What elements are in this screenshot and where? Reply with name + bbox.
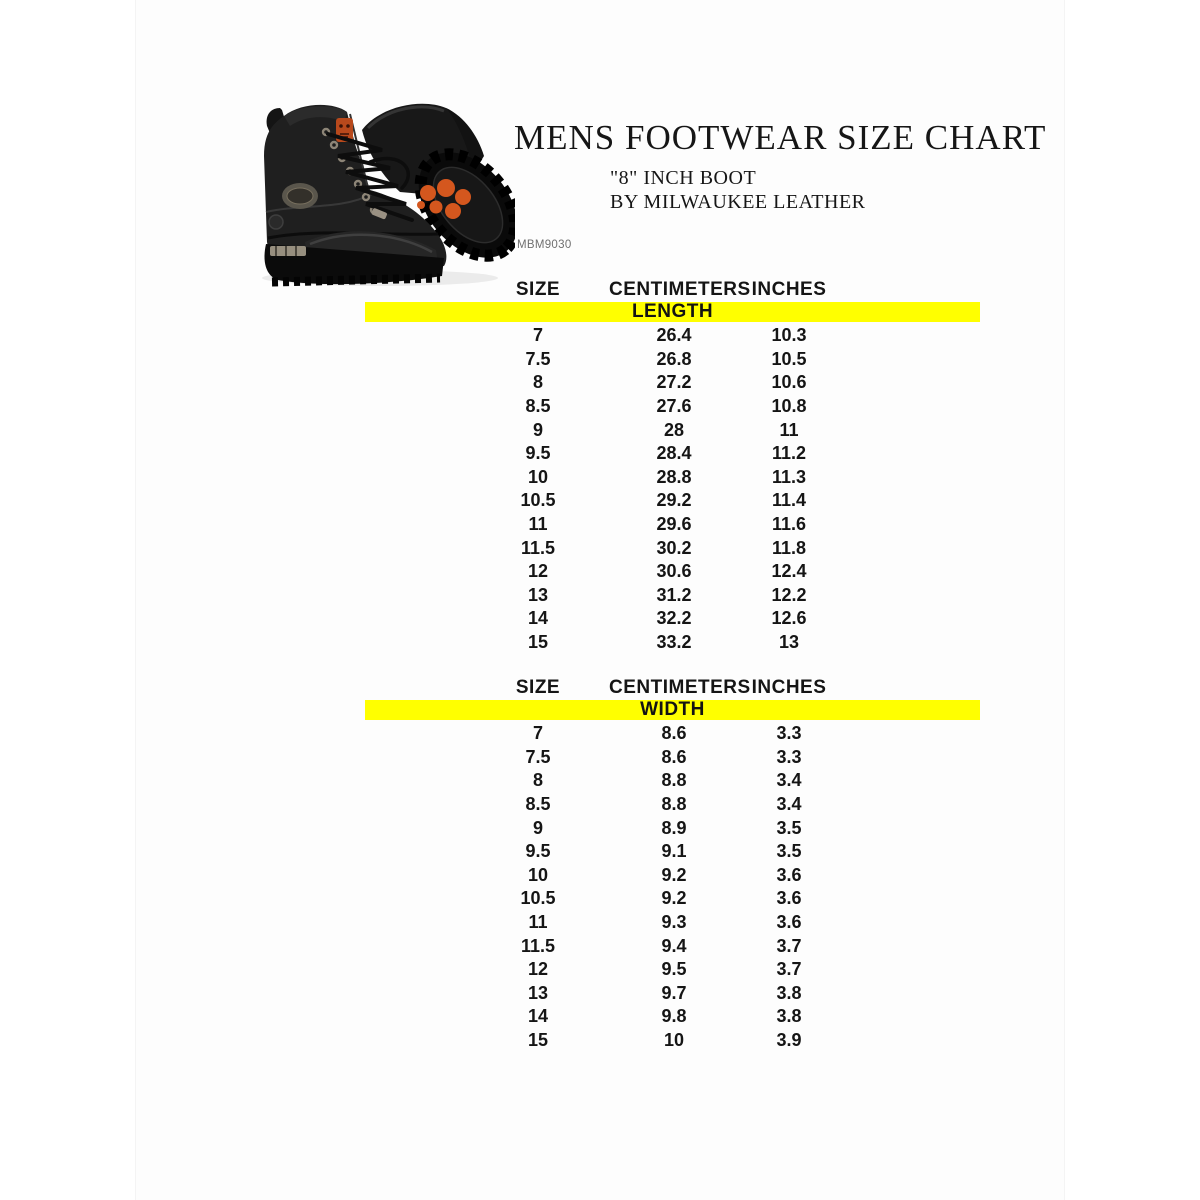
cell-centimeters: 32.2	[656, 608, 692, 629]
cell-centimeters: 9.8	[661, 1006, 687, 1027]
cell-inches: 12.6	[771, 608, 807, 629]
cell-size: 7	[532, 723, 543, 744]
cell-centimeters: 26.8	[656, 348, 692, 369]
subtitle-brand: BY MILWAUKEE LEATHER	[610, 191, 866, 213]
length-section-label: LENGTH	[631, 301, 714, 322]
cell-size: 9.5	[525, 841, 551, 862]
cell-size: 9	[532, 419, 543, 440]
cell-size: 9	[532, 817, 543, 838]
table-row	[365, 324, 980, 348]
cell-inches: 11.8	[771, 537, 807, 558]
cell-centimeters: 30.6	[656, 561, 692, 582]
column-header-centimeters: CENTIMETERS	[609, 677, 751, 698]
cell-inches: 3.8	[776, 982, 802, 1003]
cell-inches: 3.8	[776, 1006, 802, 1027]
length-table-rows	[365, 322, 980, 654]
cell-size: 8	[532, 372, 543, 393]
cell-inches: 11.6	[771, 514, 807, 535]
cell-size: 7.5	[525, 746, 551, 767]
cell-inches: 13	[778, 632, 800, 653]
table-row	[365, 466, 980, 490]
cell-inches: 3.9	[776, 1030, 802, 1051]
cell-inches: 3.6	[776, 888, 802, 909]
table-row	[365, 864, 980, 888]
width-table-header	[365, 676, 980, 700]
table-row	[365, 584, 980, 608]
column-header-inches: INCHES	[751, 677, 827, 698]
column-header-size: SIZE	[515, 677, 561, 698]
cell-inches: 3.3	[776, 746, 802, 767]
cell-size: 15	[527, 632, 549, 653]
cell-size: 8.5	[525, 396, 551, 417]
cell-inches: 10.6	[771, 372, 807, 393]
cell-inches: 12.2	[771, 584, 807, 605]
table-row	[365, 607, 980, 631]
cell-inches: 10.3	[771, 325, 807, 346]
table-row	[365, 1005, 980, 1029]
cell-inches: 3.6	[776, 864, 802, 885]
cell-centimeters: 30.2	[656, 537, 692, 558]
cell-inches: 3.6	[776, 912, 802, 933]
table-row	[365, 793, 980, 817]
table-row	[365, 934, 980, 958]
cell-inches: 10.8	[771, 396, 807, 417]
product-code: MBM9030	[517, 239, 572, 251]
table-row	[365, 631, 980, 655]
width-section-band	[365, 700, 980, 720]
table-row	[365, 816, 980, 840]
page-title: MENS FOOTWEAR SIZE CHART	[514, 118, 1047, 157]
cell-size: 10	[527, 864, 549, 885]
cell-centimeters: 8.8	[661, 794, 687, 815]
cell-centimeters: 28.4	[656, 443, 692, 464]
cell-size: 8	[532, 770, 543, 791]
table-row	[365, 348, 980, 372]
cell-size: 10.5	[520, 490, 556, 511]
column-header-inches: INCHES	[751, 279, 827, 300]
table-row	[365, 887, 980, 911]
table-row	[365, 1029, 980, 1053]
table-row	[365, 442, 980, 466]
length-table-header	[365, 278, 980, 302]
width-table	[365, 676, 980, 1052]
cell-centimeters: 10	[663, 1030, 685, 1051]
width-table-rows	[365, 720, 980, 1052]
cell-inches: 3.5	[776, 841, 802, 862]
cell-size: 7	[532, 325, 543, 346]
boot-product-photo	[250, 92, 515, 290]
cell-inches: 3.3	[776, 723, 802, 744]
table-row	[365, 536, 980, 560]
length-table	[365, 278, 980, 654]
cell-inches: 11.2	[771, 443, 807, 464]
cell-centimeters: 9.4	[661, 935, 687, 956]
cell-centimeters: 29.2	[656, 490, 692, 511]
cell-inches: 3.4	[776, 770, 802, 791]
cell-inches: 10.5	[771, 348, 807, 369]
length-section-band	[365, 302, 980, 322]
cell-size: 10	[527, 466, 549, 487]
cell-size: 15	[527, 1030, 549, 1051]
cell-centimeters: 8.9	[661, 817, 687, 838]
table-row	[365, 911, 980, 935]
table-row	[365, 371, 980, 395]
cell-centimeters: 31.2	[656, 584, 692, 605]
cell-centimeters: 8.6	[661, 723, 687, 744]
cell-centimeters: 28.8	[656, 466, 692, 487]
cell-size: 13	[527, 584, 549, 605]
cell-centimeters: 27.6	[656, 396, 692, 417]
cell-inches: 3.5	[776, 817, 802, 838]
table-row	[365, 722, 980, 746]
cell-size: 12	[527, 561, 549, 582]
table-row	[365, 769, 980, 793]
width-section-label: WIDTH	[640, 699, 705, 720]
table-row	[365, 560, 980, 584]
cell-size: 13	[527, 982, 549, 1003]
cell-inches: 11	[779, 419, 799, 440]
column-header-size: SIZE	[515, 279, 561, 300]
table-row	[365, 395, 980, 419]
cell-inches: 11.3	[771, 466, 807, 487]
cell-size: 12	[527, 959, 549, 980]
cell-size: 11.5	[520, 537, 556, 558]
table-row	[365, 418, 980, 442]
cell-centimeters: 9.7	[661, 982, 687, 1003]
cell-size: 9.5	[525, 443, 551, 464]
cell-size: 14	[527, 608, 549, 629]
cell-inches: 11.4	[771, 490, 807, 511]
table-row	[365, 958, 980, 982]
cell-inches: 3.4	[776, 794, 802, 815]
cell-size: 11	[528, 912, 548, 933]
cell-inches: 12.4	[771, 561, 807, 582]
table-row	[365, 840, 980, 864]
cell-centimeters: 9.2	[661, 864, 687, 885]
cell-size: 8.5	[525, 794, 551, 815]
cell-centimeters: 9.5	[661, 959, 687, 980]
subtitle-boot-height: "8" INCH BOOT	[610, 167, 757, 189]
cell-centimeters: 9.2	[661, 888, 687, 909]
cell-centimeters: 33.2	[656, 632, 692, 653]
cell-size: 11.5	[520, 935, 556, 956]
table-row	[365, 746, 980, 770]
cell-centimeters: 28	[663, 419, 685, 440]
table-row	[365, 982, 980, 1006]
side-emblem	[269, 215, 283, 229]
cell-size: 14	[527, 1006, 549, 1027]
cell-size: 11	[528, 514, 548, 535]
cell-inches: 3.7	[776, 959, 802, 980]
cell-centimeters: 9.3	[661, 912, 687, 933]
cell-centimeters: 8.8	[661, 770, 687, 791]
cell-size: 7.5	[525, 348, 551, 369]
column-header-centimeters: CENTIMETERS	[609, 279, 751, 300]
cell-centimeters: 9.1	[661, 841, 687, 862]
table-row	[365, 489, 980, 513]
cell-centimeters: 8.6	[661, 746, 687, 767]
cell-centimeters: 26.4	[656, 325, 692, 346]
cell-size: 10.5	[520, 888, 556, 909]
cell-centimeters: 27.2	[656, 372, 692, 393]
cell-centimeters: 29.6	[656, 514, 692, 535]
cell-inches: 3.7	[776, 935, 802, 956]
table-row	[365, 513, 980, 537]
